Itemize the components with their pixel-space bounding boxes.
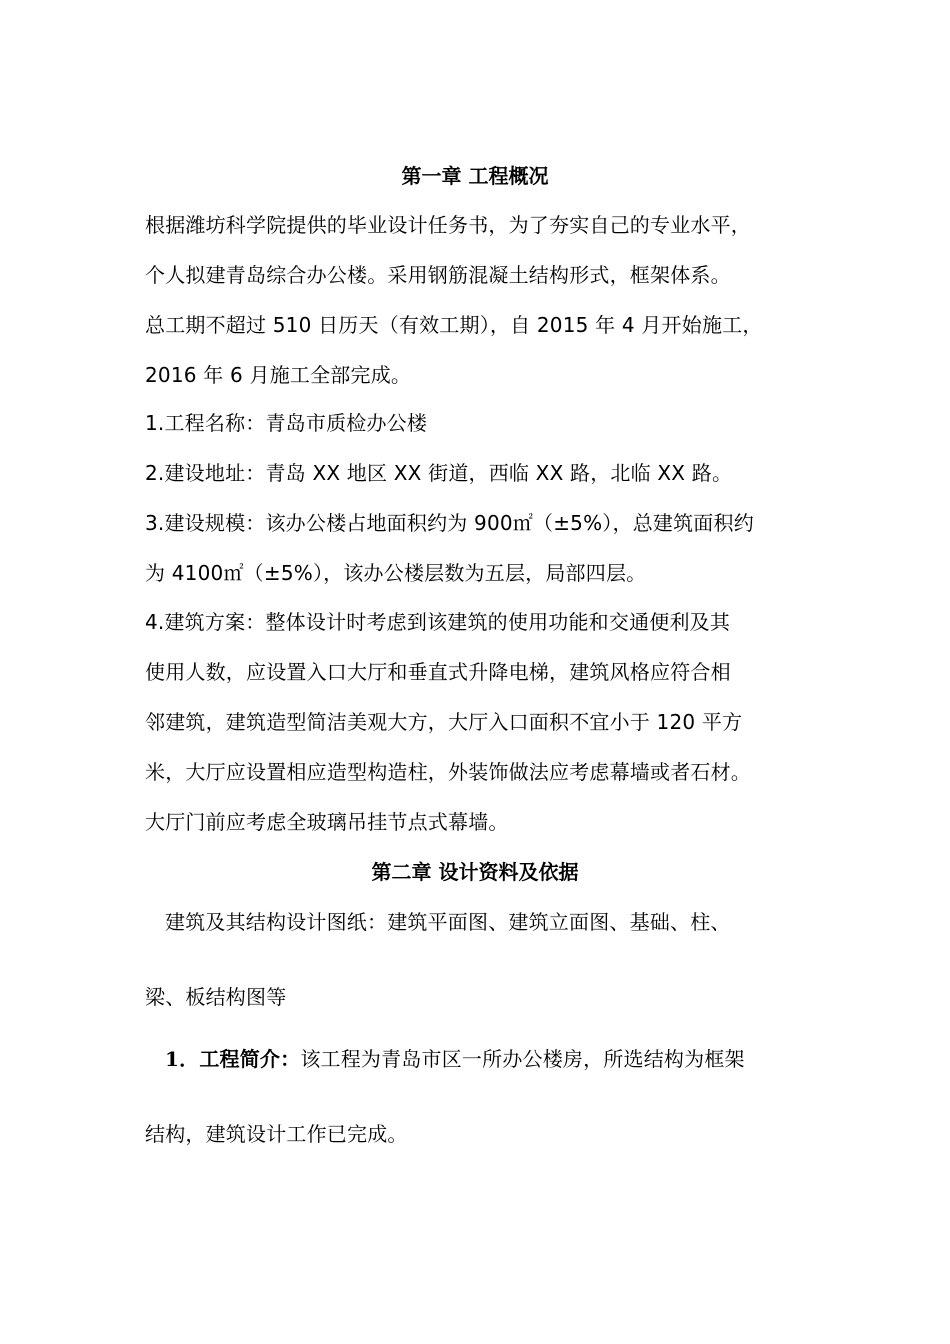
- item-project-name: 1.工程名称：青岛市质检办公楼: [145, 411, 428, 435]
- item-scheme-line-1: 4.建筑方案：整体设计时考虑到该建筑的使用功能和交通便利及其: [145, 610, 731, 634]
- intro-line-2: 个人拟建青岛综合办公楼。采用钢筋混凝土结构形式，框架体系。: [145, 263, 731, 287]
- overview-line-1: [165, 1046, 745, 1072]
- item-scheme-line-3: 邻建筑，建筑造型简洁美观大方，大厅入口面积不宜小于 120 平方: [145, 710, 743, 734]
- intro-line-3: 总工期不超过 510 日历天（有效工期），自 2015 年 4 月开始施工，: [145, 313, 763, 337]
- overview-label: 1．工程简介：: [165, 1047, 301, 1071]
- item-scheme-line-4: 米，大厅应设置相应造型构造柱，外装饰做法应考虑幕墙或者石材。: [145, 760, 751, 784]
- chapter-1-title: 第一章 工程概况: [401, 164, 549, 188]
- item-site-address: 2.建设地址：青岛 XX 地区 XX 街道，西临 XX 路，北临 XX 路。: [145, 461, 733, 485]
- intro-line-1: 根据潍坊科学院提供的毕业设计任务书，为了夯实自己的专业水平，: [145, 213, 751, 237]
- intro-line-4: 2016 年 6 月施工全部完成。: [145, 363, 412, 387]
- item-scheme-line-2: 使用人数，应设置入口大厅和垂直式升降电梯，建筑风格应符合相: [145, 660, 731, 684]
- drawings-line-1: 建筑及其结构设计图纸：建筑平面图、建筑立面图、基础、柱、: [165, 910, 731, 934]
- overview-line-2: 结构，建筑设计工作已完成。: [145, 1122, 408, 1146]
- item-scheme-line-5: 大厅门前应考虑全玻璃吊挂节点式幕墙。: [145, 810, 509, 834]
- item-scale-line-1: 3.建设规模：该办公楼占地面积约为 900㎡（±5%），总建筑面积约: [145, 511, 754, 535]
- overview-text: 该工程为青岛市区一所办公楼房，所选结构为框架: [300, 1047, 745, 1071]
- chapter-2-title: 第二章 设计资料及依据: [371, 860, 579, 884]
- item-scale-line-2: 为 4100㎡（±5%），该办公楼层数为五层，局部四层。: [145, 561, 647, 585]
- drawings-line-2: 梁、板结构图等: [145, 985, 287, 1009]
